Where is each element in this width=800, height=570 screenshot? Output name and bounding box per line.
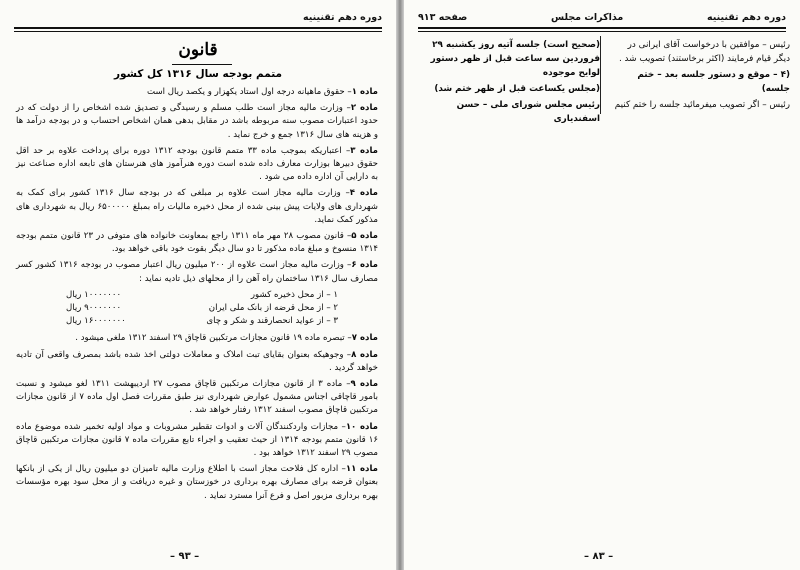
minutes-line: رئیس – موافقین با درخواست آقای ایرانی در دیگر قیام فرمایند (اکثر برخاستند) تصویب شد . xyxy=(618,40,790,64)
article-number: ماده ۴ xyxy=(349,188,378,199)
article-text: – اعتباریکه بموجب ماده ۳۳ متمم قانون بودجه ۱۳۱۲ دوره برای پرداخت علاوه بر حد اقل حقوق دبیرها بوزارت معارف داده شده است دوره هنرآموز های هنرستان های تابعه اداره صناعت نیز به دارایی آن اداره داده می شود . xyxy=(16,145,378,183)
article xyxy=(16,421,378,461)
law-subtitle: متمم بودجه سال ۱۳۱۶ کل کشور xyxy=(113,68,283,80)
article-text: – وجوهیکه بعنوان بقایای تبت املاک و معاملات دولتی اخذ شده باشد بمصرف واقعی آن تادیه خواهد گردید . xyxy=(16,349,378,373)
article-text: – وزارت مالیه مجاز است علاوه از ۲۰۰ میلیون ریال اعتبار مصوب در بودجه ۱۳۱۶ کشور کسر مصارف سال ۱۳۱۶ ساختمان راه آهن را از محلهای ذیل تادیه نماید : xyxy=(16,260,378,284)
article xyxy=(16,230,378,256)
column-divider xyxy=(600,36,601,114)
right-page xyxy=(404,0,800,570)
law-title: قانون xyxy=(178,40,218,60)
minutes-line: رئیس – اگر تصویب میفرمائید جلسه را ختم کنیم xyxy=(614,100,790,110)
article-number: ماده ۸ xyxy=(351,349,378,360)
article xyxy=(16,259,378,285)
funding-items-list xyxy=(16,289,378,329)
article-text: – حقوق ماهیانه درجه اول استاد یکهزار و یکصد ریال است xyxy=(147,87,352,97)
left-page xyxy=(0,0,396,570)
header-rule-thin xyxy=(418,31,786,32)
right-header-session: دوره دهم تقنینیه xyxy=(706,11,786,23)
item-text: ۲ – از محل قرضه از بانک ملی ایران xyxy=(208,303,338,314)
item-text: ۱ – از محل ذخیره کشور xyxy=(250,289,338,300)
list-item xyxy=(16,315,378,328)
page-number: – ۸۳ – xyxy=(584,551,614,562)
article-text: – وزارت مالیه مجاز است علاوه بر مبلغی که در بودجه سال ۱۳۱۶ کشور برای کمک به شهرداری های ولایات پیش بینی شده از محل ذخیره مالیات راه بمبلغ ۶۵۰۰۰۰۰ ریال به شهرداری های مذکور کمک نماید. xyxy=(16,188,378,225)
right-header-page: صفحه ۹۱۳ xyxy=(418,11,468,23)
article-number: ماده ۱۰ xyxy=(345,421,378,432)
minutes-line: (۴ – موقع و دستور جلسه بعد – ختم جلسه) xyxy=(637,70,790,94)
right-header-title: مذاکرات مجلس xyxy=(551,11,624,23)
article xyxy=(16,378,378,418)
minutes-line: (مجلس یکساعت قبل از ظهر ختم شد) xyxy=(434,84,600,94)
header-rule-thin xyxy=(14,31,382,32)
article xyxy=(16,145,378,185)
law-body xyxy=(16,86,378,506)
article-number: ماده ۹ xyxy=(350,379,379,390)
article-text: – تبصره ماده ۱۹ قانون مجازات مرتکبین قاچاق ۲۹ اسفند ۱۳۱۲ ملغی میشود . xyxy=(75,333,352,344)
article xyxy=(16,86,378,99)
book-gutter xyxy=(396,0,404,570)
list-item xyxy=(16,302,378,315)
article xyxy=(16,463,378,503)
article xyxy=(16,187,378,227)
article-number: ماده ۶ xyxy=(351,260,378,271)
article-text: – مجازات واردکنندگان آلات و ادوات تقطیر مشروبات و مواد اولیه تخمیر شده موضوع ماده ۱۶ قانون متمم بودجه ۱۳۱۴ از حیث تعقیب و اجراء تابع مقررات ماده ۷ قانون مجازات مرتکبین قاچاق مصوب ۲۹ اسفند ۱۳۱۲ خواهد بود . xyxy=(16,421,378,459)
article-text: – ماده ۳ از قانون مجازات مرتکبین قاچاق مصوب ۲۷ اردیبهشت ۱۳۱۱ لغو میشود و نسبت بامور قاچاقی اجناس مشمول عوارض شهرداری نیز طبق مقررات فصل اول ماده ۷ از قانون مجازات مرتکبین قاچاق مصوب اسفند ۱۳۱۲ رفتار خواهد شد . xyxy=(16,379,378,416)
article-text: – وزارت مالیه مجاز است طلب مسلم و رسیدگی و تصدیق شده اشخاص را از دولت که در حدود اعتبارات مصوب سنه مربوطه باشد در مقابل بدهی همان اشخاص احتساب و در بودجه درآمد ها و هزینه های سال ۱۳۱۶ جمع و خرج نماید . xyxy=(16,103,378,140)
article-number: ماده ۳ xyxy=(350,145,379,156)
item-amount: ۱۶۰۰۰۰۰۰۰ ریال xyxy=(66,316,126,327)
article-number: ماده ۷ xyxy=(351,333,378,344)
header-rule xyxy=(14,27,382,29)
article-number: ماده ۲ xyxy=(350,103,378,114)
article xyxy=(16,102,378,142)
header-rule xyxy=(418,27,786,29)
item-amount: ۱۰۰۰۰۰۰۰ ریال xyxy=(66,289,122,300)
article-number: ماده ۱ xyxy=(351,87,378,97)
article xyxy=(16,332,378,345)
article-text: – اداره کل فلاحت مجاز است با اطلاع وزارت مالیه تامیزان دو میلیون ریال از یکی از بانکها بعنوان قرضه برای مصارف بهره برداری در خوزستان و غیره دریافت و از محل سود بهره مؤسسات بهره برداری مزبور اصل و فرع آنرا مسترد نماید . xyxy=(16,464,378,501)
minutes-line: رئیس مجلس شورای ملی – حسن اسفندیاری xyxy=(456,100,600,124)
minutes-column-left xyxy=(422,38,600,128)
item-text: ۳ – از عواید انحصارقند و شکر و چای xyxy=(206,316,338,327)
left-page-header xyxy=(14,9,382,25)
minutes-column-right xyxy=(612,38,790,114)
title-underline xyxy=(172,64,232,65)
article xyxy=(16,349,378,375)
article-text: – قانون مصوب ۲۸ مهر ماه ۱۳۱۱ راجع بمعاونت خانواده های متوفی در ۲۳ قانون متمم بودجه ۱۳۱۴ منسوخ و مبلغ ماده مذکور تا دو سال دیگر بقوت خود باقی خواهد بود. xyxy=(16,231,378,255)
article-number: ماده ۱۱ xyxy=(345,464,378,475)
page-number: – ۹۳ – xyxy=(170,551,200,562)
item-amount: ۹۰۰۰۰۰۰۰ ریال xyxy=(66,303,122,314)
article-number: ماده ۵ xyxy=(351,231,378,242)
list-item xyxy=(16,289,378,302)
minutes-line: (صحیح است) جلسه آتیه روز یکشنبه ۲۹ فروردین سه ساعت قبل از ظهر دستور لوایح موجوده xyxy=(430,40,600,78)
left-header-session: دوره دهم تقنینیه xyxy=(302,11,382,23)
right-page-header xyxy=(418,9,786,25)
